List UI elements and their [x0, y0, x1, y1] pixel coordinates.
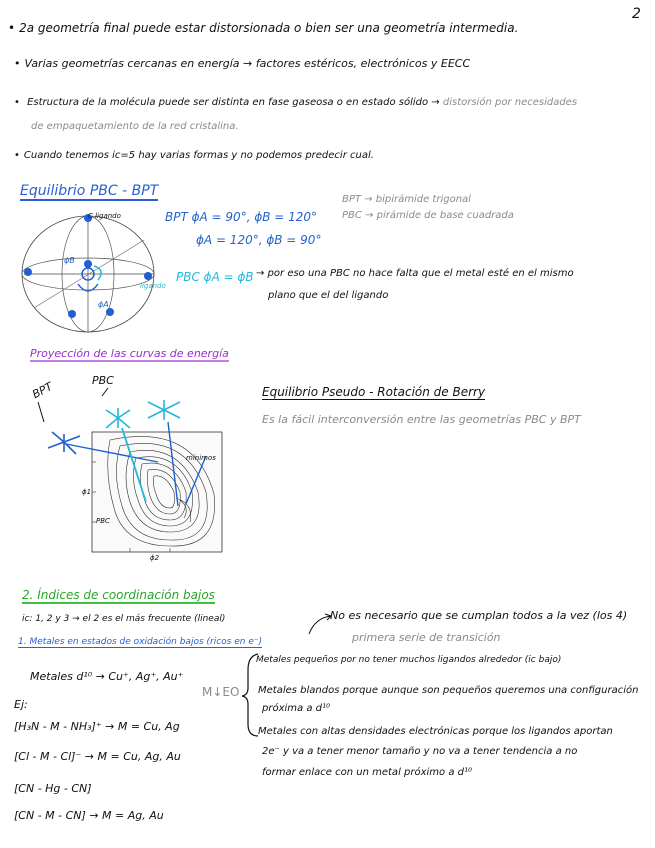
ic-line: ic: 1, 2 y 3 → el 2 es el más frecuente (lineal) — [22, 614, 226, 624]
reason-3b: 2e⁻ y va a tener menor tamaño y no va a tener tendencia a no — [262, 746, 578, 757]
mlew-label: M↓EO — [202, 685, 240, 699]
reason-2: Metales blandos porque aunque son pequeños queremos una configuración — [258, 685, 639, 696]
energy-label-pbc: PBC — [92, 374, 114, 387]
plot-label-phi2: ϕ2 — [150, 554, 160, 562]
example-3: [CN - Hg - CN] — [14, 782, 92, 795]
bullet-3-gray-tail: distorsión por necesidades — [442, 97, 578, 108]
berry-title: Equilibrio Pseudo - Rotación de Berry — [262, 385, 486, 399]
ligand-dot — [24, 268, 32, 276]
ligand-dot — [84, 260, 92, 268]
bullet-1: • 2a geometría final puede estar distorsionada o bien ser una geometría intermedia. — [8, 21, 518, 35]
reason-1: Metales pequeños por no tener muchos ligandos alrededor (ic bajo) — [256, 655, 562, 665]
page-number: 2 — [632, 6, 641, 22]
metals-subtitle: 1. Metales en estados de oxidación bajos (ricos en e⁻) — [18, 637, 263, 647]
ligand-dot — [68, 310, 76, 318]
bullet-4: • Cuando tenemos ic=5 hay varias formas y no podemos predecir cual. — [14, 150, 374, 161]
example-1: [H₃N - M - NH₃]⁺ → M = Cu, Ag — [14, 720, 180, 733]
metals-line: Metales d¹⁰ → Cu⁺, Ag⁺, Au⁺ — [30, 670, 184, 683]
reason-3: Metales con altas densidades electrónicas porque los ligandos aportan — [258, 726, 613, 737]
pbc-explanation-2: plano que el del ligando — [268, 290, 389, 301]
ligand-dot — [106, 308, 114, 316]
ej-label: Ej: — [14, 698, 28, 711]
bpt-angles-line-1: BPT ϕA = 90°, ϕB = 120° — [165, 210, 318, 224]
sphere-label-phi-a: ϕA — [98, 300, 109, 309]
energy-title: Proyección de las curvas de energía — [30, 347, 229, 360]
equilibrium-title: Equilibrio PBC - BPT — [20, 183, 159, 199]
reason-2b: próxima a d¹⁰ — [262, 703, 330, 714]
sphere-label-phi-b: ϕB — [64, 256, 75, 265]
note-not-all: No es necesario que se cumplan todos a la vez (los 4) — [330, 609, 628, 622]
bpt-angles-line-2: ϕA = 120°, ϕB = 90° — [196, 233, 322, 247]
pbc-explanation-1: → por eso una PBC no hace falta que el metal esté en el mismo — [256, 268, 574, 279]
legend-pbc: PBC → pirámide de base cuadrada — [342, 210, 514, 221]
ic-arrow — [305, 610, 335, 640]
plot-label-minimos: mínimos — [186, 454, 216, 462]
low-coordination-title: 2. Índices de coordinación bajos — [22, 588, 215, 602]
ligand-dot — [144, 272, 152, 280]
bullet-3 — [14, 97, 577, 108]
energy-label-bpt: BPT — [30, 379, 55, 402]
reason-3c: formar enlace con un metal próximo a d¹⁰ — [262, 767, 473, 778]
pbc-angles: PBC ϕA = ϕB — [176, 270, 254, 284]
plot-label-phi1: ϕ1 — [82, 488, 92, 496]
bullet-2: • Varias geometrías cercanas en energía → factores estéricos, electrónicos y EECC — [14, 57, 470, 70]
bullet-3-line-2: de empaquetamiento de la red cristalina. — [31, 121, 239, 132]
sphere-diagram — [14, 208, 164, 338]
sphere-label-ligando: ligando — [140, 282, 166, 290]
legend-bpt: BPT → bipirámide trigonal — [342, 194, 471, 205]
bullet-3-text: Estructura de la molécula puede ser distinta en fase gaseosa o en estado sólido → — [27, 97, 440, 108]
plot-label-pbc: PBC — [96, 517, 110, 525]
note-first-series: primera serie de transición — [352, 631, 501, 644]
example-4: [CN - M - CN] → M = Ag, Au — [14, 809, 164, 822]
berry-text: Es la fácil interconversión entre las geometrías PBC y BPT — [262, 413, 581, 426]
sphere-label-c-ligando: C ligando — [88, 212, 121, 220]
example-2: [Cl - M - Cl]⁻ → M = Cu, Ag, Au — [14, 750, 181, 763]
